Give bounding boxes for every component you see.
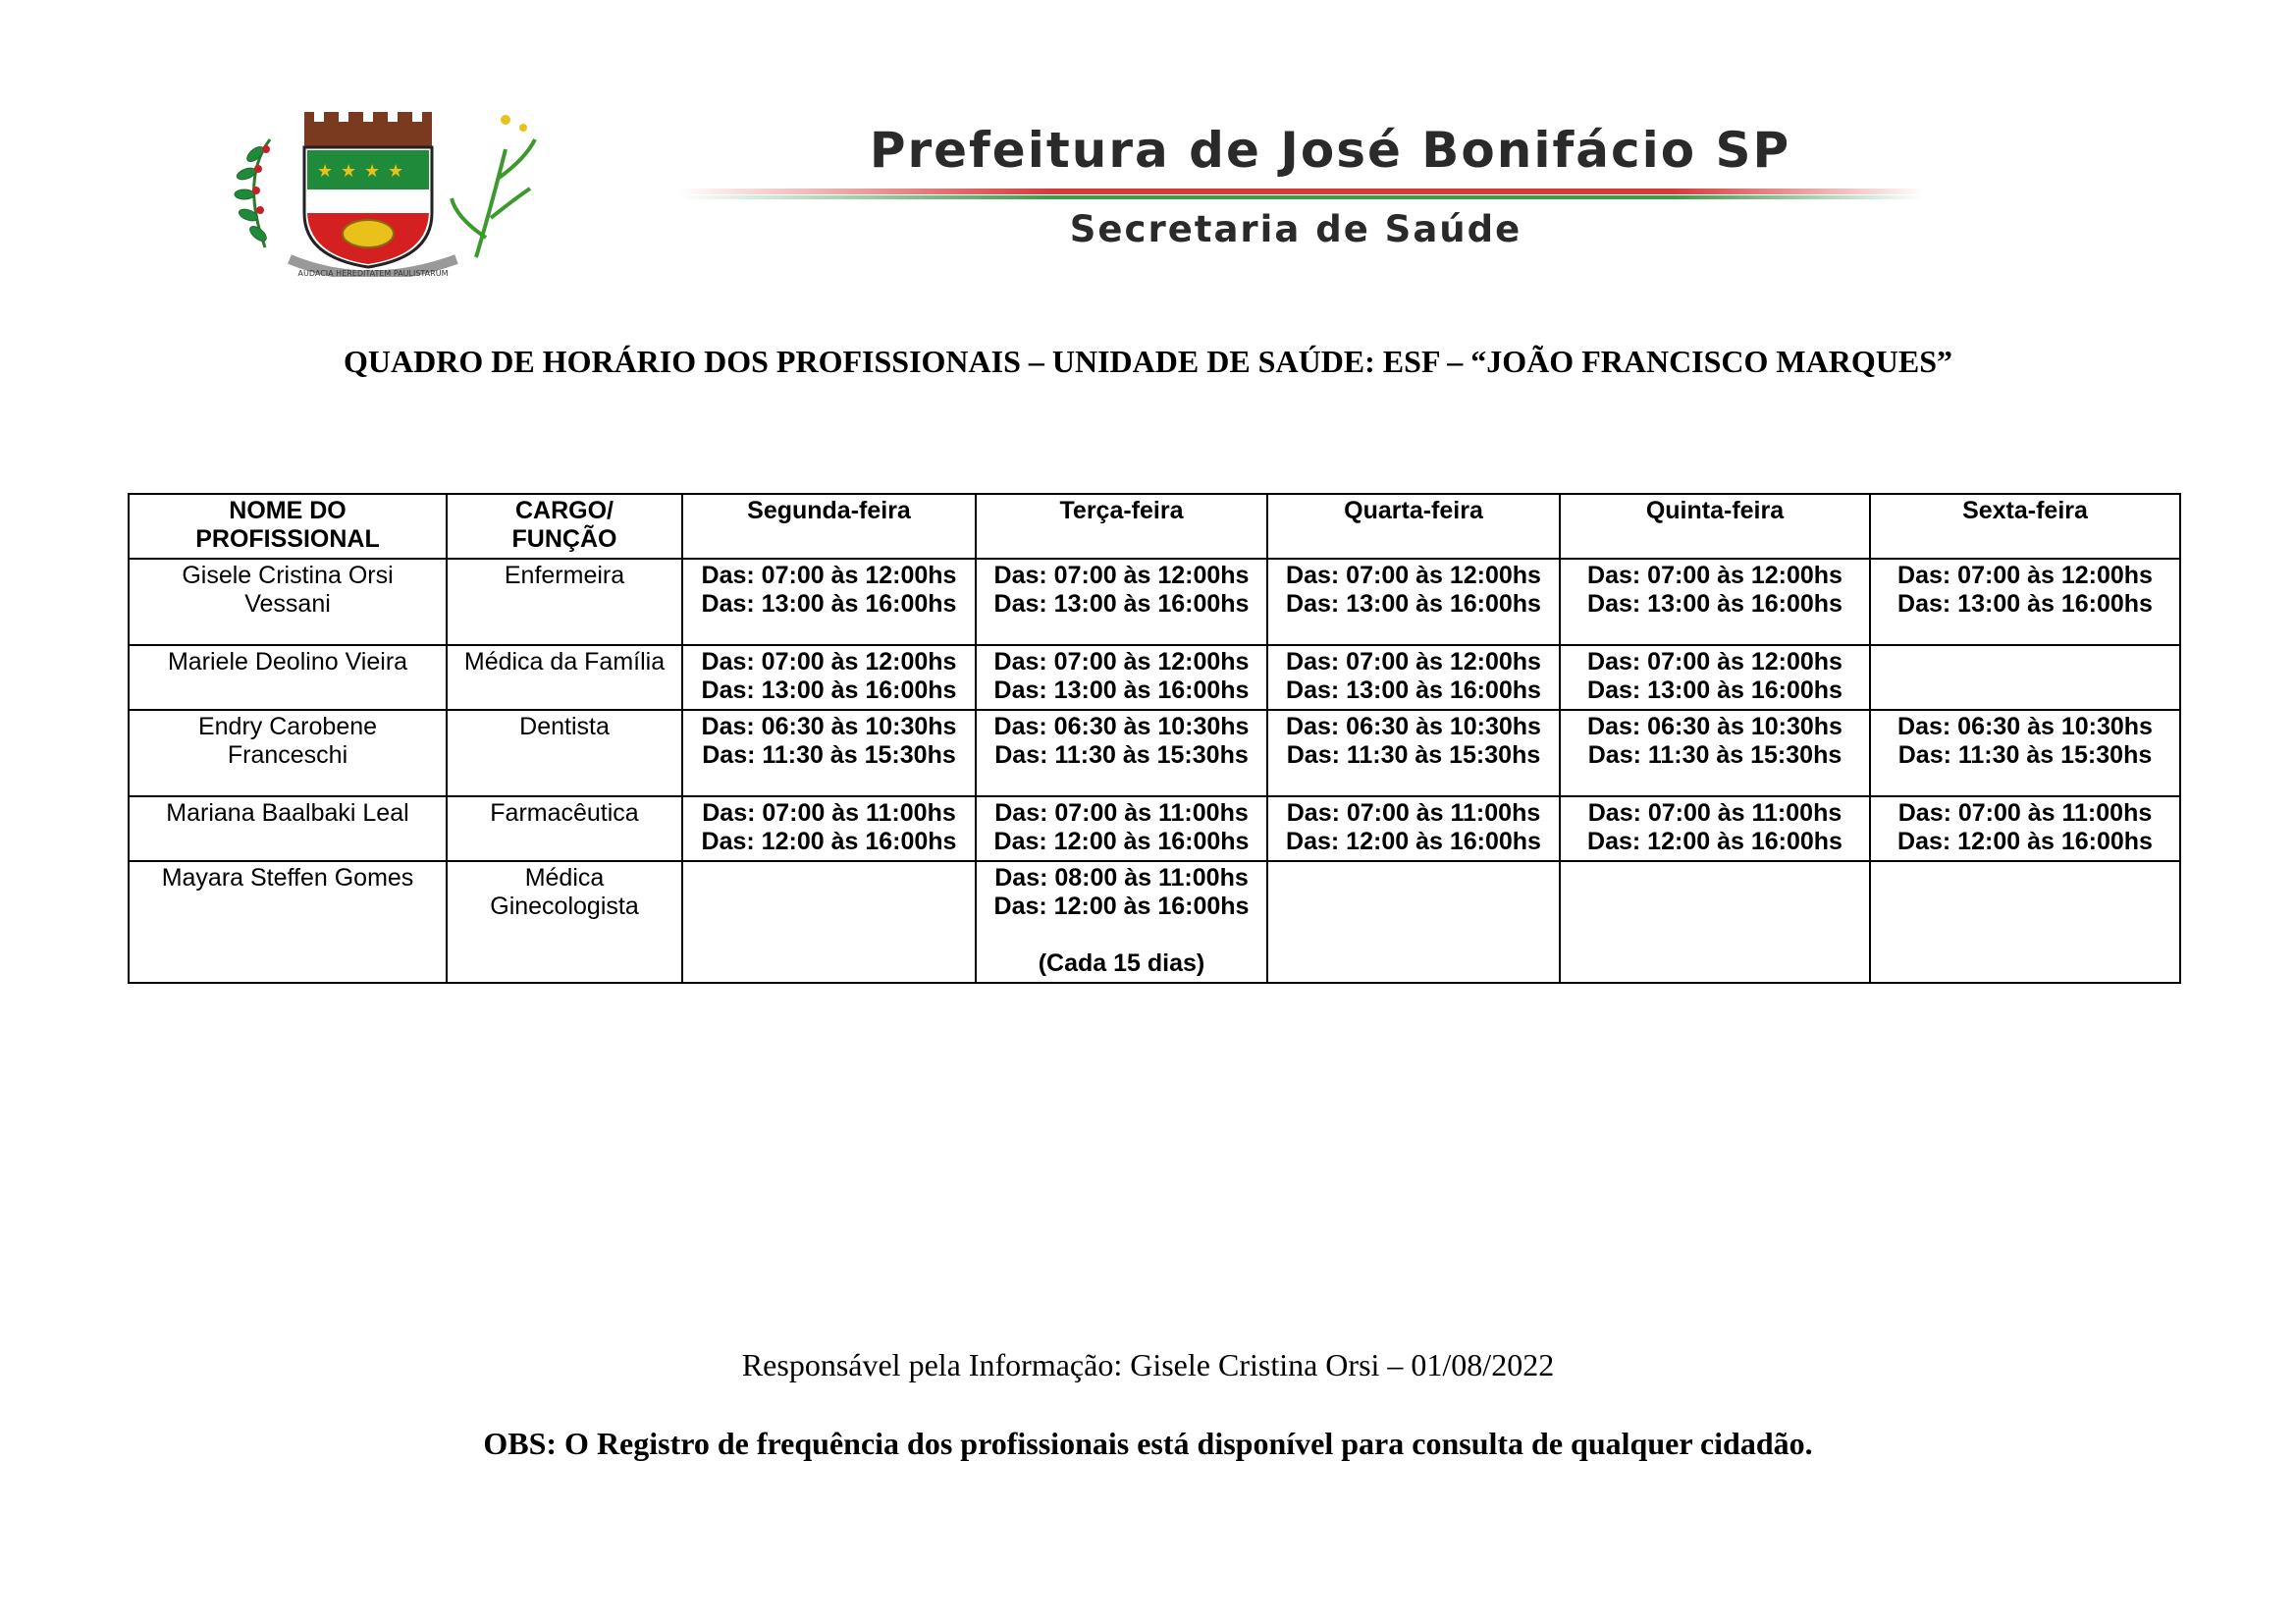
table-row bbox=[129, 559, 2180, 645]
col-header-role: CARGO/ FUNÇÃO bbox=[447, 494, 682, 559]
cell-wednesday: Das: 07:00 às 12:00hs Das: 13:00 às 16:00hs bbox=[1267, 559, 1560, 645]
brand-stripe-divider bbox=[677, 187, 1924, 204]
cell-friday bbox=[1870, 645, 2180, 710]
cell-wednesday bbox=[1267, 861, 1560, 983]
cell-monday: Das: 07:00 às 12:00hs Das: 13:00 às 16:00hs bbox=[682, 559, 976, 645]
cell-wednesday: Das: 06:30 às 10:30hs Das: 11:30 às 15:30hs bbox=[1267, 710, 1560, 796]
svg-text:★: ★ bbox=[388, 161, 404, 182]
cell-wednesday: Das: 07:00 às 11:00hs Das: 12:00 às 16:00hs bbox=[1267, 796, 1560, 861]
svg-text:★: ★ bbox=[364, 161, 381, 182]
cell-name: Gisele Cristina Orsi Vessani bbox=[129, 559, 447, 645]
brand-subtitle: Secretaria de Saúde bbox=[1069, 208, 1522, 250]
cell-name: Mariana Baalbaki Leal bbox=[129, 796, 447, 861]
cell-tuesday: Das: 07:00 às 12:00hs Das: 13:00 às 16:00hs bbox=[976, 645, 1267, 710]
cell-thursday: Das: 06:30 às 10:30hs Das: 11:30 às 15:30hs bbox=[1560, 710, 1870, 796]
cell-friday bbox=[1870, 861, 2180, 983]
observation-note: OBS: O Registro de frequência dos profissionais está disponível para consulta de qualquer cidadão. bbox=[483, 1426, 1813, 1461]
cell-tuesday: Das: 06:30 às 10:30hs Das: 11:30 às 15:30hs bbox=[976, 710, 1267, 796]
cell-wednesday: Das: 07:00 às 12:00hs Das: 13:00 às 16:00hs bbox=[1267, 645, 1560, 710]
cell-thursday: Das: 07:00 às 12:00hs Das: 13:00 às 16:00hs bbox=[1560, 559, 1870, 645]
brand-title: Prefeitura de José Bonifácio SP bbox=[869, 122, 1791, 179]
col-header-name: NOME DO PROFISSIONAL bbox=[129, 494, 447, 559]
cell-monday: Das: 07:00 às 11:00hs Das: 12:00 às 16:00hs bbox=[682, 796, 976, 861]
cell-role: Farmacêutica bbox=[447, 796, 682, 861]
col-header-tuesday: Terça-feira bbox=[976, 494, 1267, 559]
cell-tuesday: Das: 07:00 às 12:00hs Das: 13:00 às 16:00hs bbox=[976, 559, 1267, 645]
col-header-monday: Segunda-feira bbox=[682, 494, 976, 559]
svg-text:★: ★ bbox=[341, 161, 357, 182]
schedule-table bbox=[128, 493, 2181, 984]
document-title: QUADRO DE HORÁRIO DOS PROFISSIONAIS – UNIDADE DE SAÚDE: ESF – “JOÃO FRANCISCO MARQUES” bbox=[344, 344, 1952, 379]
municipal-crest-logo bbox=[211, 100, 545, 277]
cell-tuesday: Das: 07:00 às 11:00hs Das: 12:00 às 16:00hs bbox=[976, 796, 1267, 861]
cell-role: Médica da Família bbox=[447, 645, 682, 710]
table-row bbox=[129, 796, 2180, 861]
cell-monday bbox=[682, 861, 976, 983]
cell-tuesday: Das: 08:00 às 11:00hs Das: 12:00 às 16:00hs (Cada 15 dias) bbox=[976, 861, 1267, 983]
svg-text:★: ★ bbox=[317, 161, 334, 182]
cell-role: Dentista bbox=[447, 710, 682, 796]
cell-monday: Das: 07:00 às 12:00hs Das: 13:00 às 16:00hs bbox=[682, 645, 976, 710]
col-header-thursday: Quinta-feira bbox=[1560, 494, 1870, 559]
responsible-info: Responsável pela Informação: Gisele Cristina Orsi – 01/08/2022 bbox=[741, 1347, 1555, 1382]
table-row bbox=[129, 645, 2180, 710]
table-row bbox=[129, 710, 2180, 796]
col-header-friday: Sexta-feira bbox=[1870, 494, 2180, 559]
cell-thursday bbox=[1560, 861, 1870, 983]
col-header-wednesday: Quarta-feira bbox=[1267, 494, 1560, 559]
cell-name: Endry Carobene Franceschi bbox=[129, 710, 447, 796]
cell-monday: Das: 06:30 às 10:30hs Das: 11:30 às 15:30hs bbox=[682, 710, 976, 796]
cell-name: Mayara Steffen Gomes bbox=[129, 861, 447, 983]
cell-friday: Das: 06:30 às 10:30hs Das: 11:30 às 15:30hs bbox=[1870, 710, 2180, 796]
cell-role: Médica Ginecologista bbox=[447, 861, 682, 983]
biweekly-note: (Cada 15 dias) bbox=[1038, 949, 1205, 977]
table-row bbox=[129, 861, 2180, 983]
cell-thursday: Das: 07:00 às 12:00hs Das: 13:00 às 16:00hs bbox=[1560, 645, 1870, 710]
cell-friday: Das: 07:00 às 12:00hs Das: 13:00 às 16:00hs bbox=[1870, 559, 2180, 645]
cell-friday: Das: 07:00 às 11:00hs Das: 12:00 às 16:00hs bbox=[1870, 796, 2180, 861]
cell-role: Enfermeira bbox=[447, 559, 682, 645]
svg-text:AUDACIA HEREDITATEM PAULISTARU: AUDACIA HEREDITATEM PAULISTARUM bbox=[297, 269, 449, 277]
cell-name: Mariele Deolino Vieira bbox=[129, 645, 447, 710]
cell-thursday: Das: 07:00 às 11:00hs Das: 12:00 às 16:00hs bbox=[1560, 796, 1870, 861]
table-header-row bbox=[129, 494, 2180, 559]
